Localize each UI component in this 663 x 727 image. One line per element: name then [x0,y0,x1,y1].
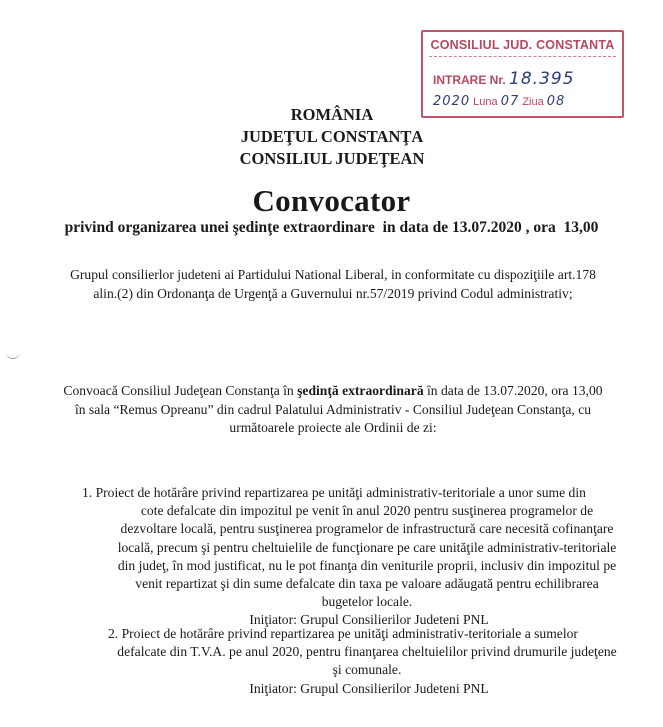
convene-line-2: în sala “Remus Opreanu” din cadrul Palatului Administrativ - Consiliul Judeţean Constanţa, cu [74,401,592,417]
stamp-month: 07 [500,94,520,109]
convene-paragraph [40,382,626,438]
agenda-item-2-first-line: 2. Proiect de hotărâre privind repartizarea pe unităţi administrativ-teritoriale a sumelor [108,626,578,641]
agenda-item-1-line: bugetelor locale. [321,594,413,610]
agenda-item-1-line: locală, precum şi pentru cheltuielile de funcţionare pe care unităţile administrativ-teritoriale [117,539,617,555]
agenda-item-1-line: dezvoltare locală, pentru susţinerea programelor de infrastructură care necesită cofinanţare [120,521,614,537]
header-country: ROMÂNIA [290,105,374,124]
agenda-item-1-line: din judeţ, în mod justificat, nu le pot finanţa din veniturile proprii, inclusiv din impozitul pe [117,557,617,573]
page-edge-mark [6,352,20,359]
agenda-item-1-line: cote defalcate din impozitul pe venit în anul 2020 pentru susţinerea programelor de [140,503,594,519]
stamp-institution: CONSILIUL JUD. CONSTANTA [429,38,616,57]
stamp-entry [433,69,575,89]
stamp-day-label: Ziua [522,96,544,108]
stamp-entry-label: INTRARE Nr. [433,73,506,87]
intro-line-2: alin.(2) din Ordonanţa de Urgenţă a Guvernului nr.57/2019 privind Codul administrativ; [93,285,573,301]
stamp-entry-number: 18.395 [509,69,575,89]
convene-line-1 [40,382,626,401]
agenda-item-1-first-line: 1. Proiect de hotărâre privind repartizarea pe unităţi administrativ-teritoriale a unor sume din [82,485,586,500]
document-subtitle: privind organizarea unei şedinţe extraordinare in data de 13.07.2020 , ora 13,00 [64,219,599,236]
header-council: CONSILIUL JUDEŢEAN [239,149,425,168]
stamp-day: 08 [546,94,566,109]
agenda-item-2-line: şi comunale. [332,662,402,678]
convene-line-1-after: în data de 13.07.2020, ora 13,00 [423,383,603,398]
convene-line-1-bold: şedinţă extraordinară [297,383,424,398]
intro-paragraph [40,266,626,303]
agenda-item-1-initiator: Iniţiator: Grupul Consilierilor Judeteni PNL [249,612,489,628]
intro-line-1: Grupul consilierlor judeteni ai Partidului National Liberal, in conformitate cu dispoziţiile art.178 [70,267,596,282]
agenda-item-1-body [82,502,642,611]
document-title: Convocator [252,183,411,218]
stamp-month-label: Luna [473,96,498,108]
convene-line-1-before: Convoacă Consiliul Judeţean Constanţa în [63,383,298,398]
agenda-item-2-initiator: Iniţiator: Grupul Consilierilor Judeteni PNL [249,680,489,696]
header-county: JUDEŢUL CONSTANŢA [240,127,424,146]
agenda-item-2-line: defalcate din T.V.A. pe anul 2020, pentru finanţarea cheltuielilor privind drumurile judeţene [117,644,617,660]
convene-line-3: următoarele proiecte ale Ordinii de zi: [229,420,437,435]
stamp-year: 2020 [433,94,471,109]
agenda-item-2-body [82,643,642,679]
agenda-item-2 [82,625,642,698]
agenda-item-1 [82,484,642,630]
agenda-item-1-line: venit repartizat şi din sume defalcate din taxa pe valoare adăugată pentru echilibrarea [135,576,599,592]
